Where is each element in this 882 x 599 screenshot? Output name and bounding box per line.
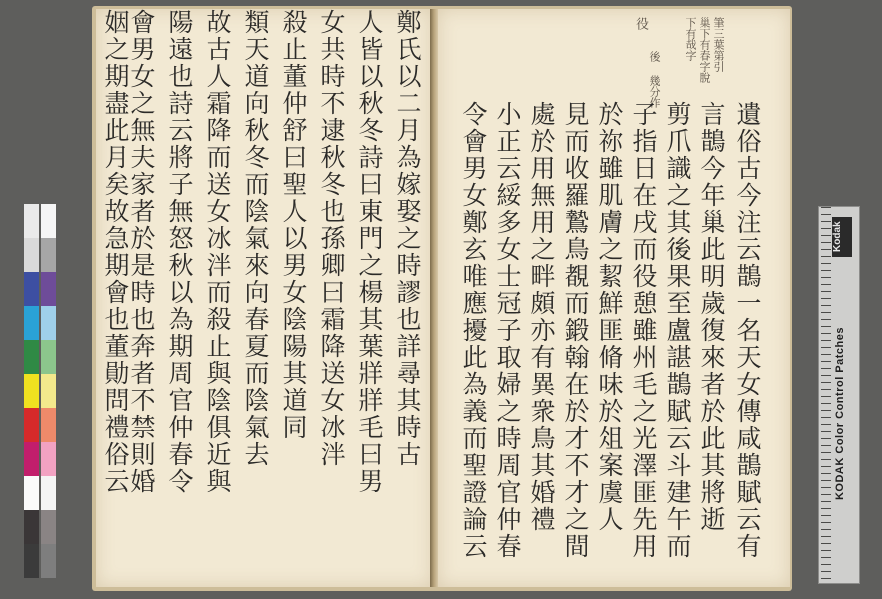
right-column-3: 剪爪識之其後果至盧諶鵲賦云斗建午而 <box>663 101 692 560</box>
side-note: 役 <box>633 17 648 30</box>
color-swatch <box>41 238 56 272</box>
left-page <box>96 9 433 587</box>
right-page <box>438 9 790 587</box>
color-swatch <box>24 408 39 442</box>
right-column-9: 令會男女鄭玄唯應擾此為義而聖證論云 <box>459 101 488 560</box>
annotation-a: 筆三葉第引 <box>712 17 725 72</box>
kodak-ruler <box>818 206 860 584</box>
color-swatch <box>41 340 56 374</box>
right-column-7: 處於用無用之畔頗亦有異衆鳥其婚禮 <box>527 101 556 533</box>
color-swatch <box>41 476 56 510</box>
annotation-b: 巢下有春字脫 <box>698 17 711 83</box>
side-note-b: 後 幾分作 <box>648 51 661 108</box>
color-swatch <box>41 374 56 408</box>
left-column-3: 女共時不逮秋冬也孫卿曰霜降送女冰泮 <box>317 9 346 468</box>
color-swatch <box>41 408 56 442</box>
color-swatch <box>41 442 56 476</box>
right-column-5: 於祢雖肌膚之絜鮮匪脩味於俎案虞人 <box>595 101 624 533</box>
left-column-9: 姻之期盡此月矣故急期會也董勛問禮俗云 <box>101 9 130 495</box>
left-column-1: 鄭氏以二月為嫁娶之時謬也詳尋其時古 <box>393 9 422 468</box>
right-column-1: 遺俗古今注云鵲一名天女傳咸鵲賦云有 <box>733 101 762 560</box>
color-control-card <box>10 204 68 582</box>
left-column-4: 殺止董仲舒曰聖人以男女陰陽其道同 <box>279 9 308 441</box>
color-swatch <box>24 510 39 544</box>
color-swatch <box>41 204 56 238</box>
color-swatch <box>24 306 39 340</box>
right-column-8: 小正云綏多女士冠子取婦之時周官仲春 <box>493 101 522 560</box>
color-swatch <box>24 204 39 238</box>
color-swatch <box>41 272 56 306</box>
left-column-8: 會男女之無夫家者於是時也奔者不禁則婚 <box>127 9 156 495</box>
color-swatch <box>41 510 56 544</box>
annotation-c: 下有哉字 <box>684 17 697 61</box>
left-column-7: 陽遠也詩云將子無怒秋以為期周官仲春令 <box>165 9 194 495</box>
color-swatch <box>24 238 39 272</box>
right-column-2: 言鵲今年巢此明歲復來者於此其將逝 <box>697 101 726 533</box>
right-column-4: 子指日在戌而役憩雖州毛之光澤匪先用 <box>629 101 658 560</box>
right-column-6: 見而收羅鷙鳥覩而鍛翰在於才不才之間 <box>561 101 590 560</box>
ruler-ticks <box>821 207 831 583</box>
left-column-6: 故古人霜降而送女冰泮而殺止與陰俱近與 <box>203 9 232 495</box>
color-swatch <box>24 544 39 578</box>
color-swatch <box>24 476 39 510</box>
color-swatch <box>41 306 56 340</box>
color-swatch <box>24 340 39 374</box>
color-swatch <box>41 544 56 578</box>
kodak-logo: Kodak <box>832 217 852 257</box>
color-swatch <box>24 272 39 306</box>
left-column-5: 類天道向秋冬而陰氣來向春夏而陰氣去 <box>241 9 270 468</box>
color-swatch <box>24 374 39 408</box>
left-column-2: 人皆以秋冬詩曰東門之楊其葉牂牂毛曰男 <box>355 9 384 495</box>
ruler-label: KODAK Color Control Patches <box>834 327 846 501</box>
color-swatch <box>24 442 39 476</box>
